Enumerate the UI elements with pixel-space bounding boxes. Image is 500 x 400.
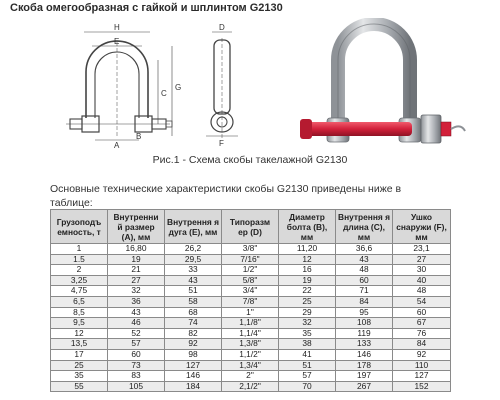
table-cell: 5/8" bbox=[222, 275, 279, 286]
table-cell: 12 bbox=[279, 254, 336, 265]
document-title: Скоба омегообразная с гайкой и шплинтом G2130 bbox=[10, 2, 283, 14]
table-cell: 127 bbox=[165, 360, 222, 371]
table-cell: 12 bbox=[51, 328, 108, 339]
table-cell: 33 bbox=[165, 265, 222, 276]
table-row bbox=[51, 296, 451, 307]
table-row bbox=[51, 254, 451, 265]
table-cell: 133 bbox=[336, 339, 393, 350]
table-cell: 21 bbox=[108, 265, 165, 276]
table-cell: 6,5 bbox=[51, 296, 108, 307]
table-cell: 19 bbox=[108, 254, 165, 265]
header-size: Типоразм ер (D) bbox=[222, 210, 279, 244]
table-cell: 60 bbox=[336, 275, 393, 286]
intro-text: Основные технические характеристики скобы G2130 приведены ниже в bbox=[50, 183, 402, 195]
table-cell: 67 bbox=[393, 318, 451, 329]
table-cell: 27 bbox=[108, 275, 165, 286]
table-cell: 184 bbox=[165, 381, 222, 392]
table-row bbox=[51, 265, 451, 276]
table-row bbox=[51, 349, 451, 360]
table-cell: 43 bbox=[336, 254, 393, 265]
header-inner-arc: Внутрення я дуга (E), мм bbox=[165, 210, 222, 244]
table-cell: 82 bbox=[165, 328, 222, 339]
table-cell: 127 bbox=[393, 371, 451, 382]
table-cell: 36,6 bbox=[336, 244, 393, 255]
schematic-front-view bbox=[66, 32, 172, 140]
table-cell: 92 bbox=[165, 339, 222, 350]
table-cell: 1,1/8" bbox=[222, 318, 279, 329]
label-c: C bbox=[161, 89, 167, 98]
table-cell: 60 bbox=[108, 349, 165, 360]
header-capacity: Грузоподъ емность, т bbox=[51, 210, 108, 244]
table-cell: 178 bbox=[336, 360, 393, 371]
table-cell: 58 bbox=[165, 296, 222, 307]
specifications-table bbox=[50, 209, 451, 392]
table-cell: 1.5 bbox=[51, 254, 108, 265]
table-cell: 3,25 bbox=[51, 275, 108, 286]
table-cell: 29 bbox=[279, 307, 336, 318]
table-cell: 36 bbox=[108, 296, 165, 307]
table-cell: 2,1/2" bbox=[222, 381, 279, 392]
table-cell: 1/2" bbox=[222, 265, 279, 276]
table-cell: 98 bbox=[165, 349, 222, 360]
header-inner-length: Внутрення я длина (C), мм bbox=[336, 210, 393, 244]
table-cell: 55 bbox=[51, 381, 108, 392]
label-f: F bbox=[219, 139, 224, 148]
table-row bbox=[51, 286, 451, 297]
table-cell: 7/16" bbox=[222, 254, 279, 265]
header-inner-width: Внутренни й размер (A), мм bbox=[108, 210, 165, 244]
table-cell: 32 bbox=[279, 318, 336, 329]
table-cell: 84 bbox=[393, 339, 451, 350]
figure-svg bbox=[0, 18, 500, 148]
table-cell: 38 bbox=[279, 339, 336, 350]
table-cell: 25 bbox=[279, 296, 336, 307]
table-row bbox=[51, 318, 451, 329]
table-cell: 57 bbox=[108, 339, 165, 350]
figure-caption: Рис.1 - Схема скобы такелажной G2130 bbox=[152, 154, 348, 166]
table-row bbox=[51, 339, 451, 350]
table-cell: 60 bbox=[393, 307, 451, 318]
table-cell: 119 bbox=[336, 328, 393, 339]
table-cell: 146 bbox=[165, 371, 222, 382]
table-cell: 46 bbox=[108, 318, 165, 329]
table-cell: 29,5 bbox=[165, 254, 222, 265]
table-cell: 7/8" bbox=[222, 296, 279, 307]
table-cell: 146 bbox=[336, 349, 393, 360]
table-cell: 1,1/4" bbox=[222, 328, 279, 339]
table-row bbox=[51, 371, 451, 382]
intro-text-continuation: таблице: bbox=[50, 197, 93, 209]
table-cell: 17 bbox=[51, 349, 108, 360]
table-cell: 48 bbox=[393, 286, 451, 297]
table-cell: 2 bbox=[51, 265, 108, 276]
schematic-side-view bbox=[206, 32, 238, 138]
table-cell: 1 bbox=[51, 244, 108, 255]
table-cell: 92 bbox=[393, 349, 451, 360]
table-cell: 11,20 bbox=[279, 244, 336, 255]
table-row bbox=[51, 360, 451, 371]
table-cell: 13,5 bbox=[51, 339, 108, 350]
table-cell: 32 bbox=[108, 286, 165, 297]
table-cell: 1" bbox=[222, 307, 279, 318]
table-cell: 1,3/8" bbox=[222, 339, 279, 350]
label-a: A bbox=[114, 141, 120, 148]
header-eye-outer: Ушко снаружи (F), мм bbox=[393, 210, 451, 244]
shackle-photo bbox=[300, 24, 465, 143]
table-body bbox=[51, 244, 451, 392]
table-row bbox=[51, 244, 451, 255]
table-cell: 3/8" bbox=[222, 244, 279, 255]
table-cell: 83 bbox=[108, 371, 165, 382]
table-cell: 8,5 bbox=[51, 307, 108, 318]
label-e: E bbox=[114, 37, 120, 46]
table-row bbox=[51, 328, 451, 339]
table-cell: 22 bbox=[279, 286, 336, 297]
table-cell: 1,3/4" bbox=[222, 360, 279, 371]
table-cell: 9,5 bbox=[51, 318, 108, 329]
table-cell: 52 bbox=[108, 328, 165, 339]
table-row bbox=[51, 307, 451, 318]
table-cell: 1,1/2" bbox=[222, 349, 279, 360]
table-cell: 54 bbox=[393, 296, 451, 307]
table-cell: 105 bbox=[108, 381, 165, 392]
table-cell: 152 bbox=[393, 381, 451, 392]
table-cell: 68 bbox=[165, 307, 222, 318]
table-cell: 74 bbox=[165, 318, 222, 329]
table-cell: 4,75 bbox=[51, 286, 108, 297]
table-cell: 76 bbox=[393, 328, 451, 339]
table-row bbox=[51, 275, 451, 286]
label-g: G bbox=[175, 83, 182, 92]
table-cell: 108 bbox=[336, 318, 393, 329]
table-cell: 40 bbox=[393, 275, 451, 286]
table-cell: 41 bbox=[279, 349, 336, 360]
table-cell: 73 bbox=[108, 360, 165, 371]
label-d: D bbox=[219, 23, 225, 32]
table-cell: 95 bbox=[336, 307, 393, 318]
table-cell: 43 bbox=[108, 307, 165, 318]
table-cell: 267 bbox=[336, 381, 393, 392]
table-cell: 30 bbox=[393, 265, 451, 276]
table-cell: 23,1 bbox=[393, 244, 451, 255]
table-header-row bbox=[51, 210, 451, 244]
table-cell: 48 bbox=[336, 265, 393, 276]
table-cell: 3/4" bbox=[222, 286, 279, 297]
table-cell: 35 bbox=[279, 328, 336, 339]
label-b: B bbox=[136, 132, 142, 141]
table-cell: 197 bbox=[336, 371, 393, 382]
label-h: H bbox=[114, 23, 120, 32]
header-bolt-diameter: Диаметр болта (B), мм bbox=[279, 210, 336, 244]
table-cell: 71 bbox=[336, 286, 393, 297]
table-cell: 35 bbox=[51, 371, 108, 382]
figure bbox=[0, 18, 500, 148]
table-cell: 25 bbox=[51, 360, 108, 371]
table-cell: 26,2 bbox=[165, 244, 222, 255]
table-cell: 51 bbox=[165, 286, 222, 297]
table-cell: 110 bbox=[393, 360, 451, 371]
table-cell: 2" bbox=[222, 371, 279, 382]
table-cell: 19 bbox=[279, 275, 336, 286]
table-cell: 57 bbox=[279, 371, 336, 382]
table-row bbox=[51, 381, 451, 392]
table-cell: 70 bbox=[279, 381, 336, 392]
table-cell: 51 bbox=[279, 360, 336, 371]
table-cell: 16 bbox=[279, 265, 336, 276]
table-cell: 43 bbox=[165, 275, 222, 286]
table-cell: 16,80 bbox=[108, 244, 165, 255]
table-cell: 27 bbox=[393, 254, 451, 265]
table-cell: 84 bbox=[336, 296, 393, 307]
